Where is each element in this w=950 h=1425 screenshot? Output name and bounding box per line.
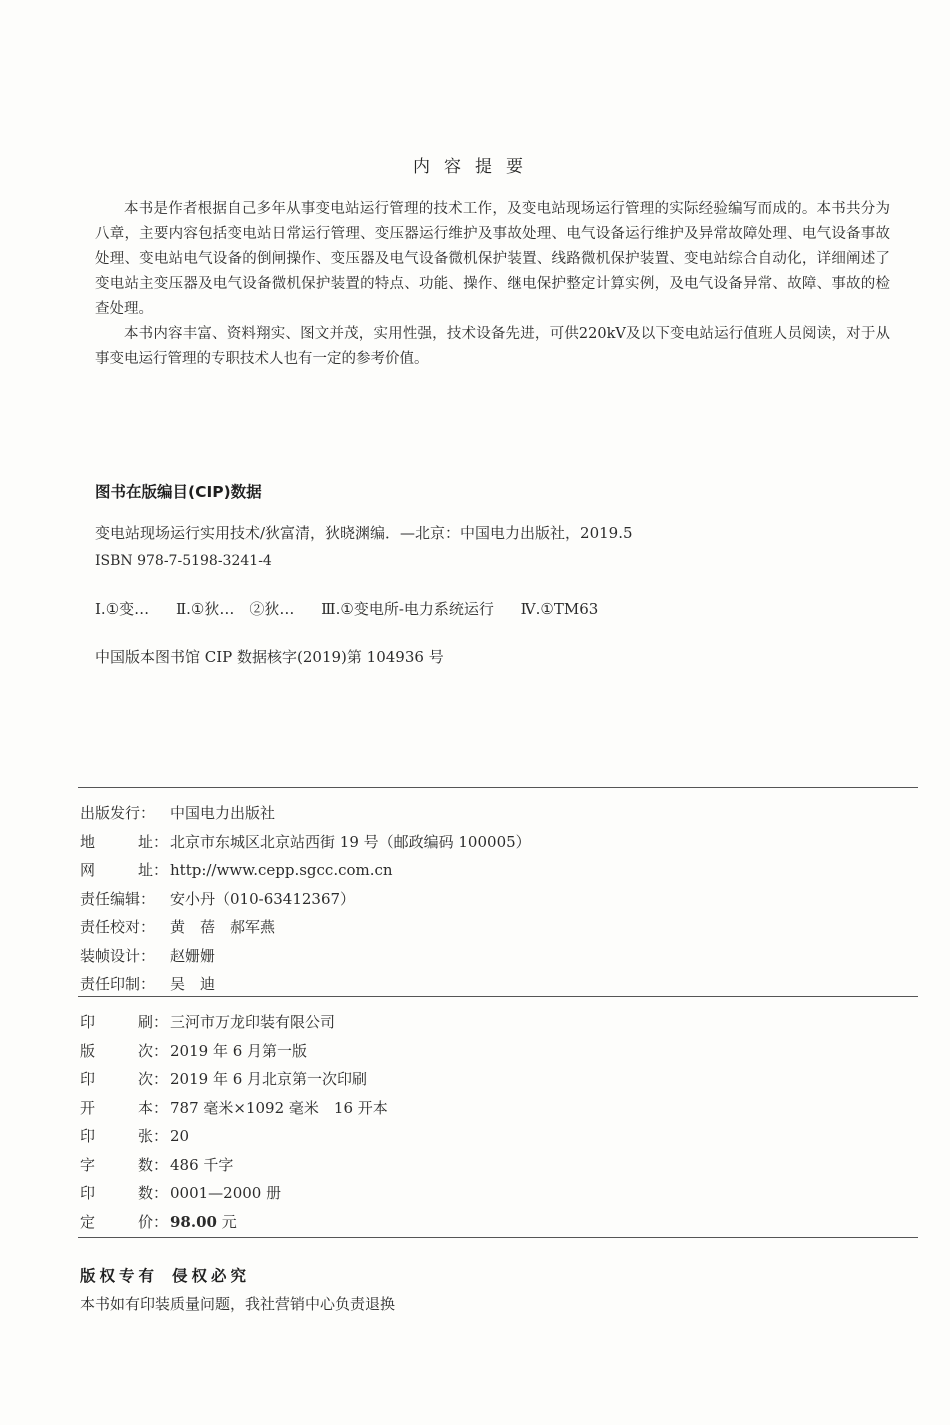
info-value: 赵姗姗	[170, 946, 216, 965]
info-label-char: 版	[80, 1041, 96, 1060]
info-row-website	[80, 856, 531, 885]
info-value: http://www.cepp.sgcc.com.cn	[170, 861, 393, 879]
info-value: 三河市万龙印装有限公司	[170, 1013, 336, 1031]
info-row-print-run	[80, 1179, 388, 1208]
info-value: 北京市东城区北京站西街 19 号（邮政编码 100005）	[170, 832, 531, 851]
info-label-char: 印	[80, 1127, 96, 1145]
rights-infringement-warning: 侵权必究	[172, 1267, 251, 1285]
info-label-char: 本：	[138, 1098, 169, 1117]
info-row-word-count	[80, 1151, 388, 1180]
info-value: 787 毫米×1092 毫米 16 开本	[170, 1098, 388, 1117]
printing-info	[80, 1008, 388, 1236]
info-value: 吴 迪	[170, 975, 216, 993]
info-value: 486 千字	[170, 1155, 234, 1174]
info-row-printer	[80, 1008, 388, 1037]
info-value: 0001—2000 册	[170, 1184, 282, 1202]
info-row-designer	[80, 942, 531, 971]
rights-statement	[80, 1264, 250, 1286]
cip-classification	[95, 598, 620, 619]
info-label-char: 址：	[138, 861, 169, 879]
info-label-char: 地	[80, 832, 96, 851]
info-row-price	[80, 1208, 388, 1237]
divider-bottom	[78, 1237, 918, 1238]
info-label-char: 刷：	[138, 1013, 169, 1031]
divider-top	[78, 787, 918, 788]
info-label-char: 址：	[138, 832, 169, 851]
cip-class-3: Ⅲ.①变电所-电力系统运行	[321, 600, 494, 618]
info-label-char: 字	[80, 1155, 96, 1174]
info-label-char: 定	[80, 1212, 96, 1231]
cip-class-1: Ⅰ.①变…	[95, 600, 150, 618]
info-value: 2019 年 6 月北京第一次印刷	[170, 1070, 368, 1088]
info-row-editor	[80, 885, 531, 914]
cip-library-note: 中国版本图书馆 CIP 数据核字(2019)第 104936 号	[95, 648, 444, 666]
info-row-edition	[80, 1037, 388, 1066]
info-row-address	[80, 828, 531, 857]
info-label-char: 价：	[138, 1212, 169, 1231]
price-unit: 元	[221, 1212, 237, 1231]
info-label: 装帧设计：	[80, 946, 156, 965]
cip-class-2: Ⅱ.①狄… ②狄…	[175, 600, 295, 618]
info-label-char: 印	[80, 1013, 96, 1031]
cip-heading: 图书在版编目(CIP)数据	[95, 483, 262, 501]
info-value: 中国电力出版社	[170, 804, 276, 822]
info-row-proofreader	[80, 913, 531, 942]
info-row-print-supervisor	[80, 970, 531, 999]
price-value	[170, 1208, 237, 1237]
rights-reserved: 版权专有	[80, 1267, 159, 1285]
info-value: 安小丹（010-63412367）	[170, 889, 356, 908]
info-row-publisher	[80, 799, 531, 828]
price-amount: 98.00	[170, 1212, 217, 1231]
info-label-char: 数：	[138, 1184, 169, 1202]
summary-body	[95, 197, 890, 372]
info-label: 责任编辑：	[80, 889, 156, 908]
info-row-format	[80, 1094, 388, 1123]
info-label-char: 网	[80, 861, 96, 879]
info-label-char: 次：	[138, 1041, 169, 1060]
info-label: 出版发行：	[80, 804, 156, 822]
info-value: 2019 年 6 月第一版	[170, 1041, 308, 1060]
return-note: 本书如有印装质量问题，我社营销中心负责退换	[80, 1295, 396, 1313]
info-label-char: 开	[80, 1098, 96, 1117]
info-label-char: 数：	[138, 1155, 169, 1174]
info-label-char: 印	[80, 1070, 96, 1088]
info-label: 责任印制：	[80, 975, 156, 993]
cip-class-4: Ⅳ.①TM63	[520, 600, 599, 618]
summary-title: 内容提要	[413, 157, 537, 177]
info-label-char: 印	[80, 1184, 96, 1202]
summary-paragraph-1: 本书是作者根据自己多年从事变电站运行管理的技术工作，及变电站现场运行管理的实际经验编写而成的。本书共分为八章，主要内容包括变电站日常运行管理、变压器运行维护及事故处理、电气设备运行维护及异常故障处理、电气设备事故处理、变电站电气设备的倒闸操作、变压器及电气设备微机保护装置、线路微机保护装置、变电站综合自动化，详细阐述了变电站主变压器及电气设备微机保护装置的特点、功能、操作、继电保护整定计算实例，及电气设备异常、故障、事故的检查处理。	[95, 201, 890, 317]
cip-isbn: ISBN 978-7-5198-3241-4	[95, 553, 272, 569]
publishing-info	[80, 799, 531, 999]
info-row-impression	[80, 1065, 388, 1094]
info-value: 黄 蓓 郝军燕	[170, 918, 276, 936]
cip-title-line: 变电站现场运行实用技术/狄富清，狄晓渊编．—北京：中国电力出版社，2019.5	[95, 524, 633, 542]
info-row-sheets	[80, 1122, 388, 1151]
summary-paragraph-2: 本书内容丰富、资料翔实、图文并茂，实用性强，技术设备先进，可供220kV及以下变电站运行值班人员阅读，对于从事变电运行管理的专职技术人也有一定的参考价值。	[95, 326, 890, 367]
divider-middle	[78, 996, 918, 997]
info-label-char: 次：	[138, 1070, 169, 1088]
info-value: 20	[170, 1127, 190, 1145]
info-label: 责任校对：	[80, 918, 156, 936]
info-label-char: 张：	[138, 1127, 169, 1145]
